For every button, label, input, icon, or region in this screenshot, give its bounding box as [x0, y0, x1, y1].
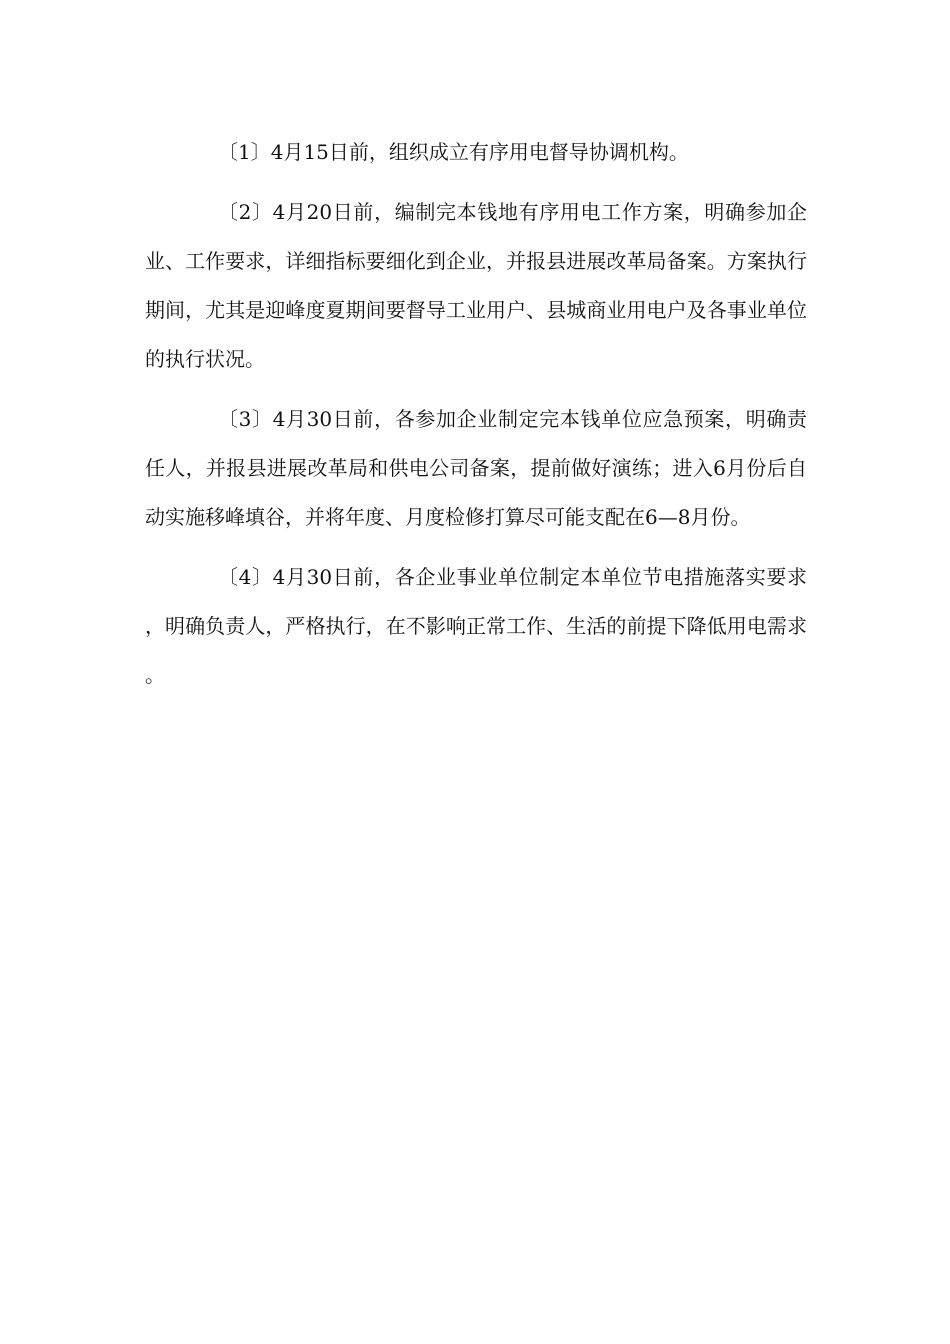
paragraph-1: 〔1〕4月15日前，组织成立有序用电督导协调机构。: [218, 140, 689, 164]
paragraph-3: 〔3〕4月30日前，各参加企业制定完本钱单位应急预案，明确责任人，并报县进展改革局和供电公司备案，提前做好演练；进入6月份后自动实施移峰填谷，并将年度、月度检修打算尽可能支配在6—8月份。: [145, 407, 807, 529]
paragraph-2: 〔2〕4月20日前，编制完本钱地有序用电工作方案，明确参加企业、工作要求，详细指标要细化到企业，并报县进展改革局备案。方案执行期间，尤其是迎峰度夏期间要督导工业用户、县城商业用电户及各事业单位的执行状况。: [145, 200, 807, 371]
paragraph-4: 〔4〕4月30日前，各企业事业单位制定本单位节电措施落实要求，明确负责人，严格执行，在不影响正常工作、生活的前提下降低用电需求。: [145, 565, 807, 687]
document-body: [145, 128, 807, 700]
